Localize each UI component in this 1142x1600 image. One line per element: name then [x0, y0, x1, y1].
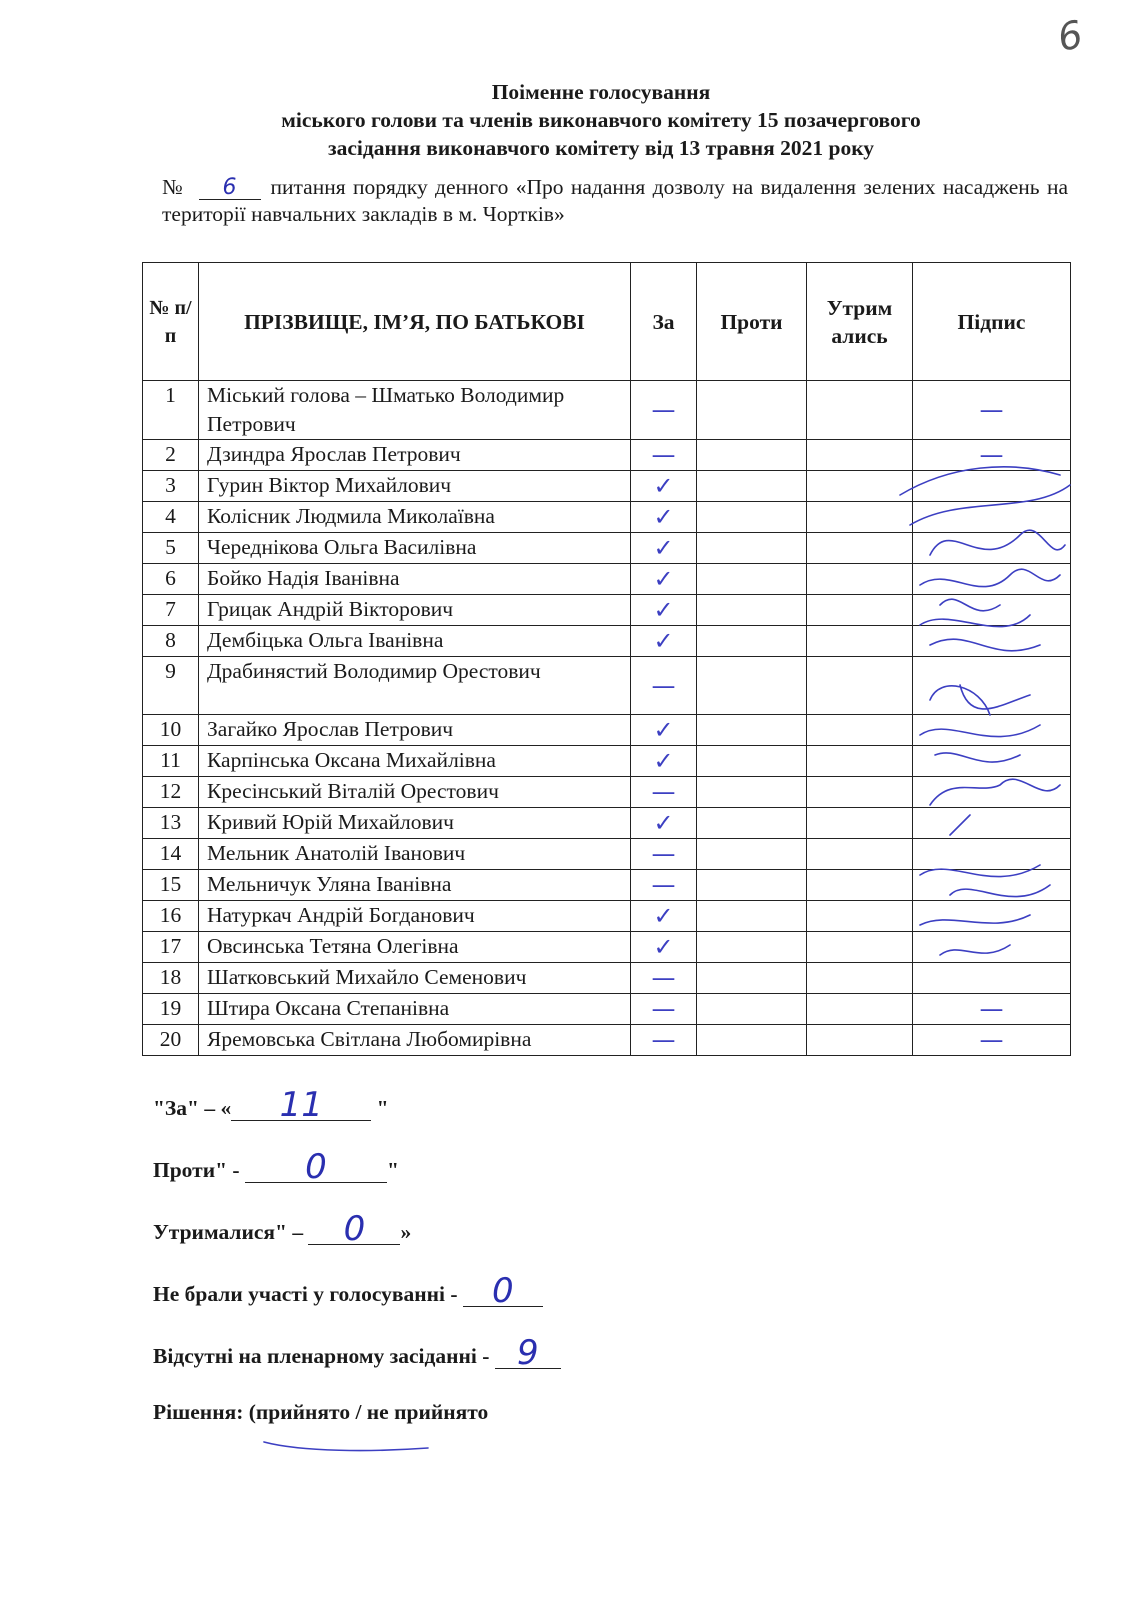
page-number-mark: 6: [1053, 11, 1087, 61]
table-row: [143, 994, 1071, 1025]
row-number: 20: [143, 1025, 199, 1056]
row-vote-abstained: [807, 746, 913, 777]
row-signature: [913, 657, 1071, 715]
table-row: [143, 777, 1071, 808]
vote-mark: ✓: [653, 472, 674, 500]
table-row: [143, 626, 1071, 657]
row-name: Дзиндра Ярослав Петрович: [199, 440, 631, 471]
row-signature: [913, 381, 1071, 440]
table-row: [143, 440, 1071, 471]
summary-absent: Відсутні на пленарному засіданні - 9: [153, 1338, 561, 1369]
vote-mark: —: [651, 396, 676, 424]
row-vote-for: [631, 963, 697, 994]
row-vote-abstained: [807, 808, 913, 839]
document-title: Поіменне голосування: [491, 80, 711, 104]
row-number: 9: [143, 657, 199, 715]
for-count: 11: [231, 1090, 371, 1121]
row-name: Овсинська Тетяна Олегівна: [199, 932, 631, 963]
question-number: 6: [199, 177, 261, 200]
row-signature: [913, 839, 1071, 870]
table-row: [143, 715, 1071, 746]
row-vote-for: [631, 564, 697, 595]
row-vote-for: [631, 1025, 697, 1056]
row-name: Кресінський Віталій Орестович: [199, 777, 631, 808]
summary-decision: Рішення: (прийнято / не прийнято: [153, 1400, 489, 1424]
row-vote-abstained: [807, 502, 913, 533]
row-vote-for: [631, 381, 697, 440]
row-name: Кривий Юрій Михайлович: [199, 808, 631, 839]
row-name: Дембіцька Ольга Іванівна: [199, 626, 631, 657]
row-vote-for: [631, 657, 697, 715]
row-vote-against: [697, 839, 807, 870]
header-line-3: засідання виконавчого комітету від 13 травня 2021 року: [327, 136, 875, 160]
table-row: [143, 657, 1071, 715]
row-name: Мельничук Уляна Іванівна: [199, 870, 631, 901]
row-vote-abstained: [807, 440, 913, 471]
row-name: Міський голова – Шматько Володимир Петрович: [199, 381, 631, 440]
vote-mark: ✓: [653, 534, 674, 562]
vote-mark: ✓: [653, 747, 674, 775]
row-name: Штира Оксана Степанівна: [199, 994, 631, 1025]
row-vote-abstained: [807, 901, 913, 932]
header-num: № п/п: [143, 263, 199, 381]
row-vote-abstained: [807, 471, 913, 502]
row-number: 14: [143, 839, 199, 870]
vote-mark: ✓: [653, 902, 674, 930]
row-vote-for: [631, 777, 697, 808]
row-vote-against: [697, 381, 807, 440]
row-vote-for: [631, 533, 697, 564]
row-number: 7: [143, 595, 199, 626]
row-name: Натуркач Андрій Богданович: [199, 901, 631, 932]
row-vote-against: [697, 777, 807, 808]
row-vote-against: [697, 502, 807, 533]
row-vote-for: [631, 502, 697, 533]
table-row: [143, 839, 1071, 870]
row-signature: [913, 715, 1071, 746]
vote-mark: ✓: [653, 809, 674, 837]
row-signature: [913, 626, 1071, 657]
row-number: 2: [143, 440, 199, 471]
row-number: 15: [143, 870, 199, 901]
question-text: питання порядку денного «Про надання дозволу на видалення зелених насаджень на території навчальних закладів в м. Чортків»: [162, 175, 1068, 226]
row-vote-for: [631, 901, 697, 932]
document-header: [0, 78, 1142, 162]
row-name: Колісник Людмила Миколаївна: [199, 502, 631, 533]
header-line-2: міського голови та членів виконавчого комітету 15 позачергового: [281, 108, 921, 132]
header-name: ПРІЗВИЩЕ, ІМ’Я, ПО БАТЬКОВІ: [199, 263, 631, 381]
row-signature: [913, 533, 1071, 564]
row-vote-for: [631, 471, 697, 502]
row-number: 6: [143, 564, 199, 595]
row-vote-for: [631, 839, 697, 870]
row-vote-against: [697, 932, 807, 963]
row-vote-abstained: [807, 963, 913, 994]
vote-mark: —: [651, 995, 676, 1023]
table-row: [143, 564, 1071, 595]
row-name: Гурин Віктор Михайлович: [199, 471, 631, 502]
row-name: Драбинястий Володимир Орестович: [199, 657, 631, 715]
row-vote-abstained: [807, 839, 913, 870]
row-signature: [913, 595, 1071, 626]
row-vote-abstained: [807, 626, 913, 657]
row-number: 13: [143, 808, 199, 839]
vote-table: [142, 262, 1071, 1056]
row-vote-abstained: [807, 533, 913, 564]
row-vote-abstained: [807, 381, 913, 440]
header-abstained: Утрим ались: [807, 263, 913, 381]
row-number: 10: [143, 715, 199, 746]
row-vote-against: [697, 746, 807, 777]
summary-for: "За" – « 11 ": [153, 1085, 389, 1125]
table-row: [143, 533, 1071, 564]
row-vote-abstained: [807, 870, 913, 901]
summary-abstained: Утрималися" – 0 »: [153, 1209, 412, 1249]
row-signature: [913, 932, 1071, 963]
row-name: Карпінська Оксана Михайлівна: [199, 746, 631, 777]
row-number: 16: [143, 901, 199, 932]
header-for: За: [631, 263, 697, 381]
row-vote-against: [697, 808, 807, 839]
row-signature: [913, 502, 1071, 533]
abstained-count: 0: [308, 1214, 400, 1245]
row-vote-for: [631, 994, 697, 1025]
absent-count: 9: [495, 1338, 561, 1369]
summary-against: Проти" - 0 ": [153, 1147, 399, 1187]
row-vote-against: [697, 870, 807, 901]
row-number: 19: [143, 994, 199, 1025]
row-vote-for: [631, 595, 697, 626]
row-name: Загайко Ярослав Петрович: [199, 715, 631, 746]
header-against: Проти: [697, 263, 807, 381]
row-name: Череднікова Ольга Василівна: [199, 533, 631, 564]
row-vote-abstained: [807, 657, 913, 715]
table-header-row: [143, 263, 1071, 381]
row-vote-against: [697, 440, 807, 471]
vote-mark: —: [651, 441, 676, 469]
row-vote-abstained: [807, 564, 913, 595]
row-vote-abstained: [807, 595, 913, 626]
vote-mark: —: [651, 671, 676, 700]
row-vote-against: [697, 901, 807, 932]
row-vote-abstained: [807, 1025, 913, 1056]
vote-mark: —: [651, 778, 676, 806]
row-vote-against: [697, 657, 807, 715]
row-number: 17: [143, 932, 199, 963]
row-vote-for: [631, 870, 697, 901]
against-count: 0: [245, 1152, 387, 1183]
summary-not-voting: Не брали участі у голосуванні - 0: [153, 1276, 543, 1307]
row-number: 8: [143, 626, 199, 657]
signature-mark: —: [979, 1026, 1004, 1054]
table-row: [143, 963, 1071, 994]
row-vote-for: [631, 932, 697, 963]
row-vote-abstained: [807, 994, 913, 1025]
row-vote-for: [631, 626, 697, 657]
not-voting-count: 0: [463, 1276, 543, 1307]
row-vote-abstained: [807, 932, 913, 963]
table-row: [143, 1025, 1071, 1056]
row-number: 18: [143, 963, 199, 994]
vote-mark: —: [651, 871, 676, 899]
row-vote-for: [631, 715, 697, 746]
signature-mark: —: [979, 441, 1004, 469]
row-vote-for: [631, 808, 697, 839]
row-vote-against: [697, 1025, 807, 1056]
row-signature: [913, 994, 1071, 1025]
row-signature: [913, 746, 1071, 777]
row-vote-against: [697, 564, 807, 595]
signature-mark: —: [979, 396, 1004, 424]
table-row: [143, 746, 1071, 777]
signature-mark: —: [979, 995, 1004, 1023]
table-row: [143, 595, 1071, 626]
vote-mark: ✓: [653, 565, 674, 593]
vote-table-body: [143, 381, 1071, 1056]
row-name: Яремовська Світлана Любомирівна: [199, 1025, 631, 1056]
vote-mark: —: [651, 1026, 676, 1054]
row-vote-against: [697, 626, 807, 657]
row-name: Грицак Андрій Вікторович: [199, 595, 631, 626]
table-row: [143, 381, 1071, 440]
table-row: [143, 932, 1071, 963]
row-signature: [913, 963, 1071, 994]
row-vote-for: [631, 440, 697, 471]
vote-mark: ✓: [653, 627, 674, 655]
vote-mark: ✓: [653, 503, 674, 531]
row-number: 5: [143, 533, 199, 564]
row-number: 3: [143, 471, 199, 502]
row-vote-against: [697, 994, 807, 1025]
table-row: [143, 502, 1071, 533]
agenda-question: [162, 174, 1068, 228]
row-signature: [913, 1025, 1071, 1056]
row-signature: [913, 870, 1071, 901]
row-vote-against: [697, 471, 807, 502]
row-number: 1: [143, 381, 199, 440]
vote-mark: ✓: [653, 596, 674, 624]
row-name: Шатковський Михайло Семенович: [199, 963, 631, 994]
decision-underline-mark: [262, 1436, 432, 1456]
row-vote-against: [697, 963, 807, 994]
vote-mark: ✓: [653, 933, 674, 961]
row-signature: [913, 777, 1071, 808]
row-vote-abstained: [807, 715, 913, 746]
table-row: [143, 471, 1071, 502]
row-signature: [913, 564, 1071, 595]
row-vote-abstained: [807, 777, 913, 808]
row-signature: [913, 440, 1071, 471]
row-number: 11: [143, 746, 199, 777]
table-row: [143, 808, 1071, 839]
vote-mark: —: [651, 840, 676, 868]
row-signature: [913, 901, 1071, 932]
table-row: [143, 870, 1071, 901]
row-name: Бойко Надія Іванівна: [199, 564, 631, 595]
row-signature: [913, 808, 1071, 839]
row-vote-against: [697, 595, 807, 626]
question-num-prefix: №: [162, 175, 185, 199]
row-name: Мельник Анатолій Іванович: [199, 839, 631, 870]
table-row: [143, 901, 1071, 932]
row-vote-against: [697, 533, 807, 564]
vote-mark: —: [651, 964, 676, 992]
row-vote-against: [697, 715, 807, 746]
row-signature: [913, 471, 1071, 502]
row-number: 12: [143, 777, 199, 808]
row-number: 4: [143, 502, 199, 533]
row-vote-for: [631, 746, 697, 777]
vote-mark: ✓: [653, 716, 674, 744]
header-signature: Підпис: [913, 263, 1071, 381]
